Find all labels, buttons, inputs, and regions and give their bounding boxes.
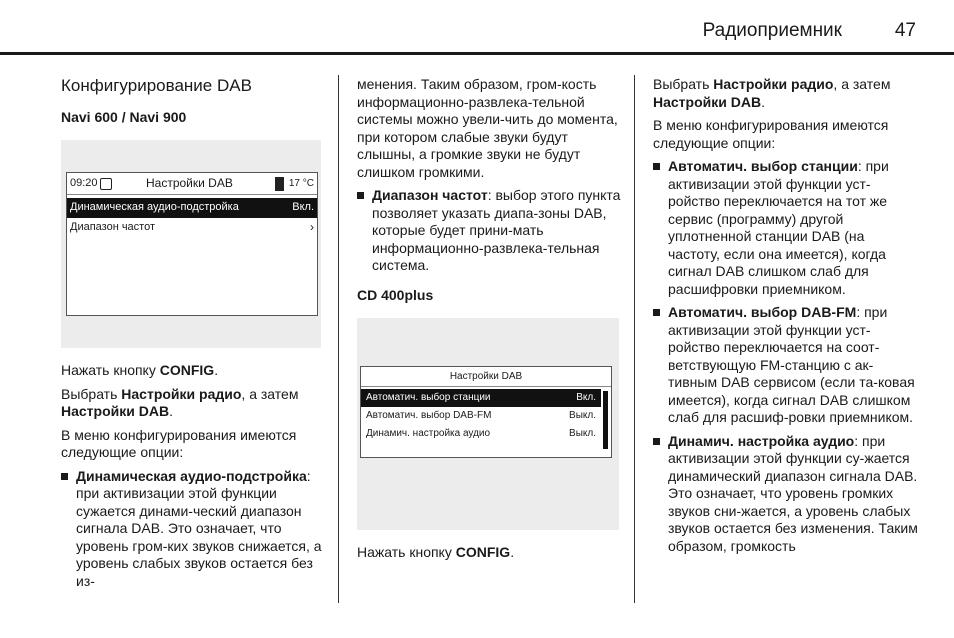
row-value: Выкл. (569, 428, 596, 440)
list-item: Автоматич. выбор станции: при активизации этой функции уст-ройство переключается на тот же сервис (программу) другой уплотненной станции DAB (на частоту, если она имеется), когда сигнал DAB слишком слаб для расшифровки приемником. (653, 158, 919, 298)
column-divider-2 (634, 75, 635, 603)
cd-screen-title: Настройки DAB (361, 367, 611, 387)
clock-time: 09:20 (70, 176, 98, 189)
cd-menu-row-auto-station (361, 389, 601, 407)
row-value: Вкл. (576, 392, 596, 404)
navi-menu-row-band (67, 218, 317, 238)
cd-menu-row-auto-dab-fm (361, 407, 601, 425)
paragraph-options: В меню конфигурирования имеются следующие опции: (653, 117, 889, 151)
navi-menu-row-dynamic-audio (67, 198, 317, 218)
paragraph-press-config: Нажать кнопку CONFIG. (357, 544, 515, 560)
cd-screen (360, 366, 612, 458)
cd-menu-row-dynamic-audio (361, 425, 601, 443)
options-list (61, 468, 325, 591)
list-item: Динамич. настройка аудио: при активизации этой функции су-жается динамический диапазон сигнала DAB. Это означает, что уровень громких звуков сни-жается, а уровень слабых звуков остается без изменения. Таким образом, громкость (653, 433, 919, 556)
temperature: 17 °C (288, 177, 314, 189)
row-value: Выкл. (569, 410, 596, 422)
column-3 (653, 62, 919, 561)
row-label: Автоматич. выбор DAB-FM (366, 410, 492, 422)
paragraph-press-config: Нажать кнопку CONFIG. (61, 362, 219, 378)
row-label: Автоматич. выбор станции (366, 392, 491, 404)
paragraph-continuation: менения. Таким образом, гром-кость информационно-развлека-тельной системы можно увели-чить до момента, при котором слабые звуки будут слышны, а громкие звуки не будут слишком громкими. (357, 76, 618, 180)
column-2 (357, 62, 621, 568)
row-label: Динамич. настройка аудио (366, 428, 491, 440)
list-item: Автоматич. выбор DAB-FM: при активизации этой функции уст-ройство переключается на соот-ветствующую FM-станцию с ак-тивным DAB сервисом (если та-ковая имеется), когда сигнал DAB слишком слаб для расшиф-ровки приемником. (653, 304, 919, 427)
row-label: Динамическая аудио-подстройка (70, 201, 239, 214)
navi-screen-topbar (67, 173, 317, 195)
navi-screen (66, 172, 318, 316)
list-item: Динамическая аудио-подстройка: при активизации этой функции сужается динами-ческий диапазон сигнала DAB. Это означает, что уровень гром-ких звуков снижается, а уровень слабых звуков остается без из- (61, 468, 325, 591)
row-label: Диапазон частот (70, 221, 156, 234)
options-list (653, 158, 919, 555)
row-value: Вкл. (292, 201, 314, 214)
page-number: 47 (894, 20, 916, 41)
subtitle-navi: Navi 600 / Navi 900 (61, 108, 187, 125)
cd-screen-image (357, 318, 619, 530)
navi-screen-image (61, 140, 321, 348)
chevron-right-icon: › (310, 220, 314, 235)
scrollbar (603, 391, 608, 449)
section-title: Конфигурирование DAB (61, 76, 252, 95)
list-item: Диапазон частот: выбор этого пункта позволяет указать диапа-зоны DAB, которые будет прини-мать информационно-развлека-тельная система. (357, 187, 621, 275)
navi-screen-title: Настройки DAB (146, 175, 233, 190)
column-1 (61, 62, 325, 596)
paragraph-select: Выбрать Настройки радио, а затем Настройки DAB. (653, 76, 891, 110)
column-divider-1 (338, 75, 339, 603)
header-rule (0, 52, 954, 55)
paragraph-select: Выбрать Настройки радио, а затем Настройки DAB. (61, 385, 299, 419)
page-title: Радиоприемник (702, 20, 842, 41)
options-list (357, 187, 621, 275)
clock-icon (100, 178, 112, 190)
thermometer-icon (275, 177, 284, 191)
paragraph-options: В меню конфигурирования имеются следующие опции: (61, 426, 297, 460)
subtitle-cd: CD 400plus (357, 286, 434, 303)
